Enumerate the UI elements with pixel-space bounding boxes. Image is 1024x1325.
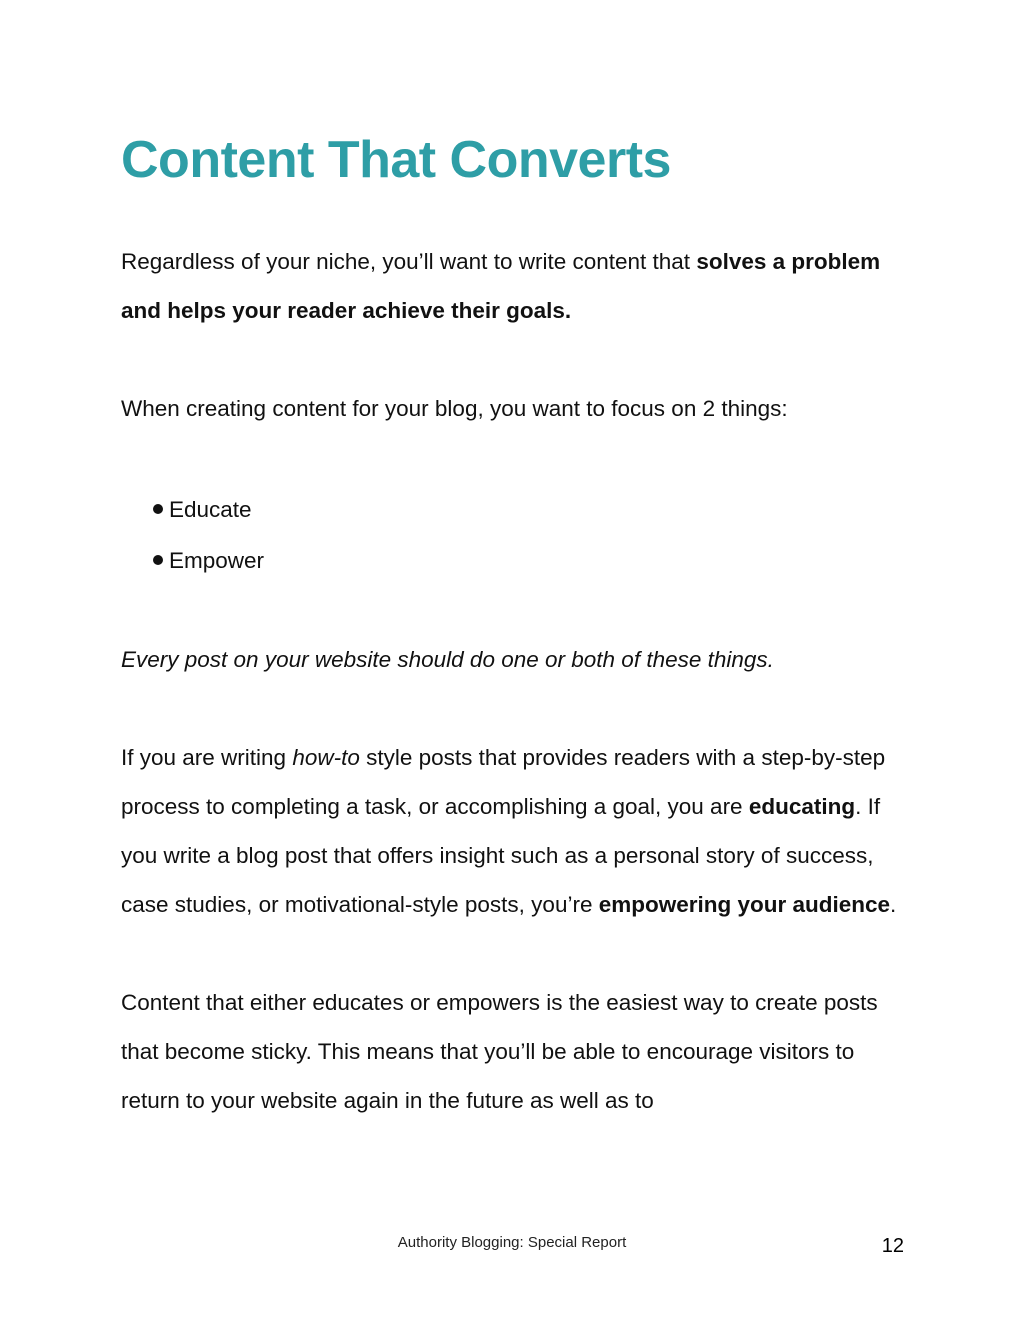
paragraph-every-post <box>121 635 911 684</box>
bullet-icon <box>153 555 163 565</box>
bullet-label: Empower <box>169 548 265 573</box>
paragraph-how-to-text: . If you write a blog post that offers insight such as a personal story of success, case studies, or motivational-style posts, you’re <box>121 794 881 917</box>
paragraph-how-to <box>121 733 911 929</box>
bullet-icon <box>153 504 163 514</box>
bullet-label: Educate <box>169 497 252 522</box>
paragraph-every-post-italic: Every post on your website should do one or both of these things. <box>121 647 774 672</box>
paragraph-how-to-text: style posts that provides readers with a step-by-step process to completing a task, or accomplishing a goal, you are <box>121 745 886 819</box>
bullet-item-empower <box>121 535 911 586</box>
paragraph-how-to-text: . <box>890 892 897 917</box>
paragraph-intro-text: Regardless of your niche, you’ll want to write content that <box>121 249 697 274</box>
bullet-list <box>121 484 911 586</box>
body-content <box>121 237 911 1125</box>
paragraph-intro <box>121 237 911 335</box>
page-title: Content That Converts <box>121 131 671 189</box>
paragraph-focus: When creating content for your blog, you want to focus on 2 things: <box>121 396 788 421</box>
bullet-item-educate <box>121 484 911 535</box>
paragraph-how-to-bold: empowering your audience <box>598 892 891 917</box>
paragraph-sticky: Content that either educates or empowers is the easiest way to create posts that become sticky. This means that you’ll be able to encourage visitors to return to your website again in the future as well as to <box>121 990 878 1113</box>
paragraph-how-to-italic: how-to <box>292 745 360 770</box>
footer-title: Authority Blogging: Special Report <box>397 1234 627 1251</box>
page-number: 12 <box>881 1235 904 1257</box>
paragraph-how-to-bold: educating <box>748 794 856 819</box>
paragraph-intro-bold: solves a problem and helps your reader achieve their goals. <box>121 249 881 323</box>
paragraph-how-to-text: If you are writing <box>121 745 293 770</box>
